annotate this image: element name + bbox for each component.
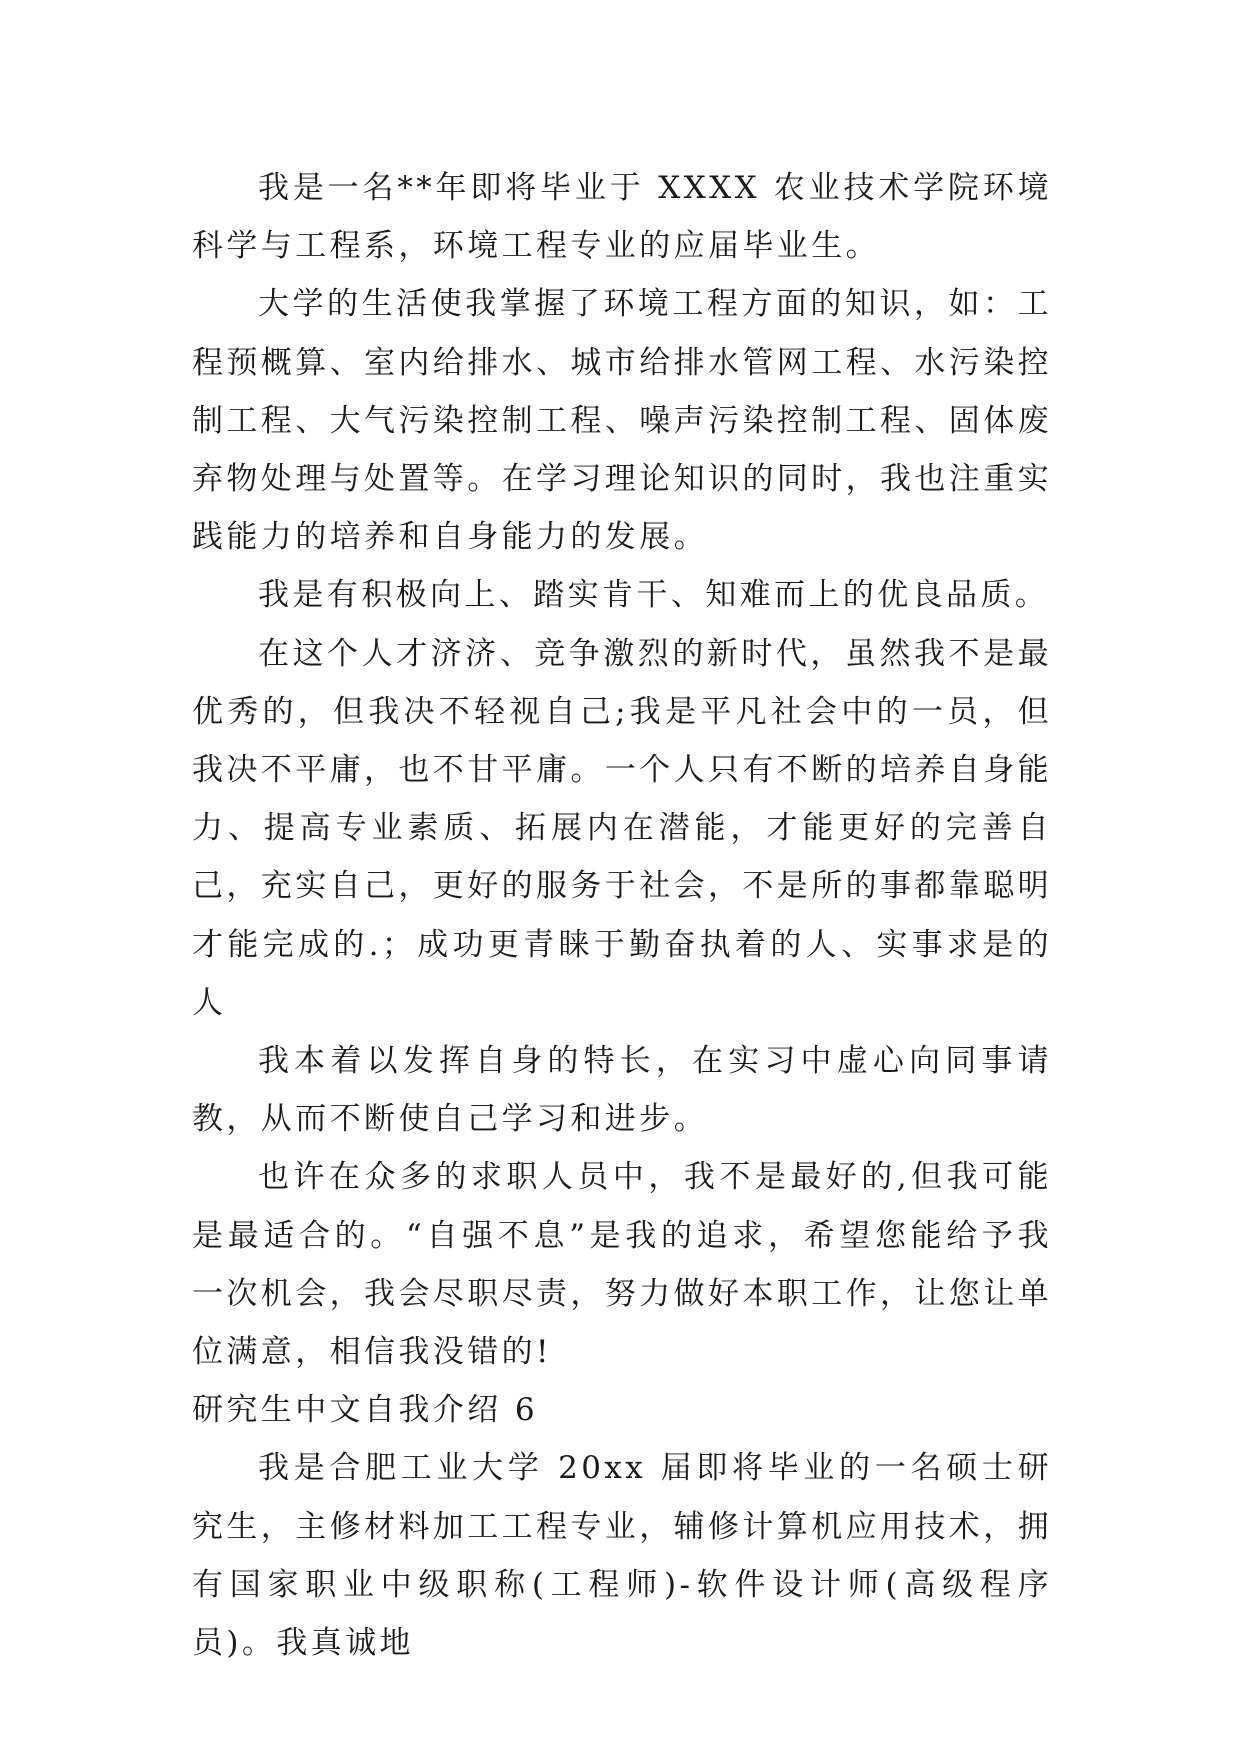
paragraph-attitude: 在这个人才济济、竞争激烈的新时代，虽然我不是最优秀的，但我决不轻视自己;我是平凡社会中的一员，但我决不平庸，也不甘平庸。一个人只有不断的培养自身能力、提高专业素质、拓展内在潜能，才能更好的完善自己，充实自己，更好的服务于社会，不是所的事都靠聪明才能完成的.；成功更青睐于勤奋执着的人、实事求是的人 xyxy=(192,635,1052,1021)
paragraph-qualities: 我是有积极向上、踏实肯干、知难而上的优良品质。 xyxy=(258,577,1050,614)
paragraph-knowledge: 大学的生活使我掌握了环境工程方面的知识，如：工程预概算、室内给排水、城市给排水管网工程、水污染控制工程、大气污染控制工程、噪声污染控制工程、固体废弃物处理与处置等。在学习理论知识的同时，我也注重实践能力的培养和自身能力的发展。 xyxy=(192,286,1052,556)
document-body xyxy=(192,159,1052,1672)
section-heading: 研究生中文自我介绍 6 xyxy=(192,1392,538,1429)
paragraph-intro: 我是一名**年即将毕业于 XXXX 农业技术学院环境科学与工程系，环境工程专业的应届毕业生。 xyxy=(192,170,1052,265)
paragraph-closing: 也许在众多的求职人员中，我不是最好的,但我可能是最适合的。“自强不息”是我的追求，希望您能给予我一次机会，我会尽职尽责，努力做好本职工作，让您让单位满意，相信我没错的! xyxy=(192,1159,1052,1371)
paragraph-internship: 我本着以发挥自身的特长，在实习中虚心向同事请教，从而不断使自己学习和进步。 xyxy=(192,1043,1052,1138)
paragraph-graduate-intro: 我是合肥工业大学 20xx 届即将毕业的一名硕士研究生，主修材料加工工程专业，辅修计算机应用技术，拥有国家职业中级职称(工程师)-软件设计师(高级程序员)。我真诚地 xyxy=(192,1450,1052,1662)
